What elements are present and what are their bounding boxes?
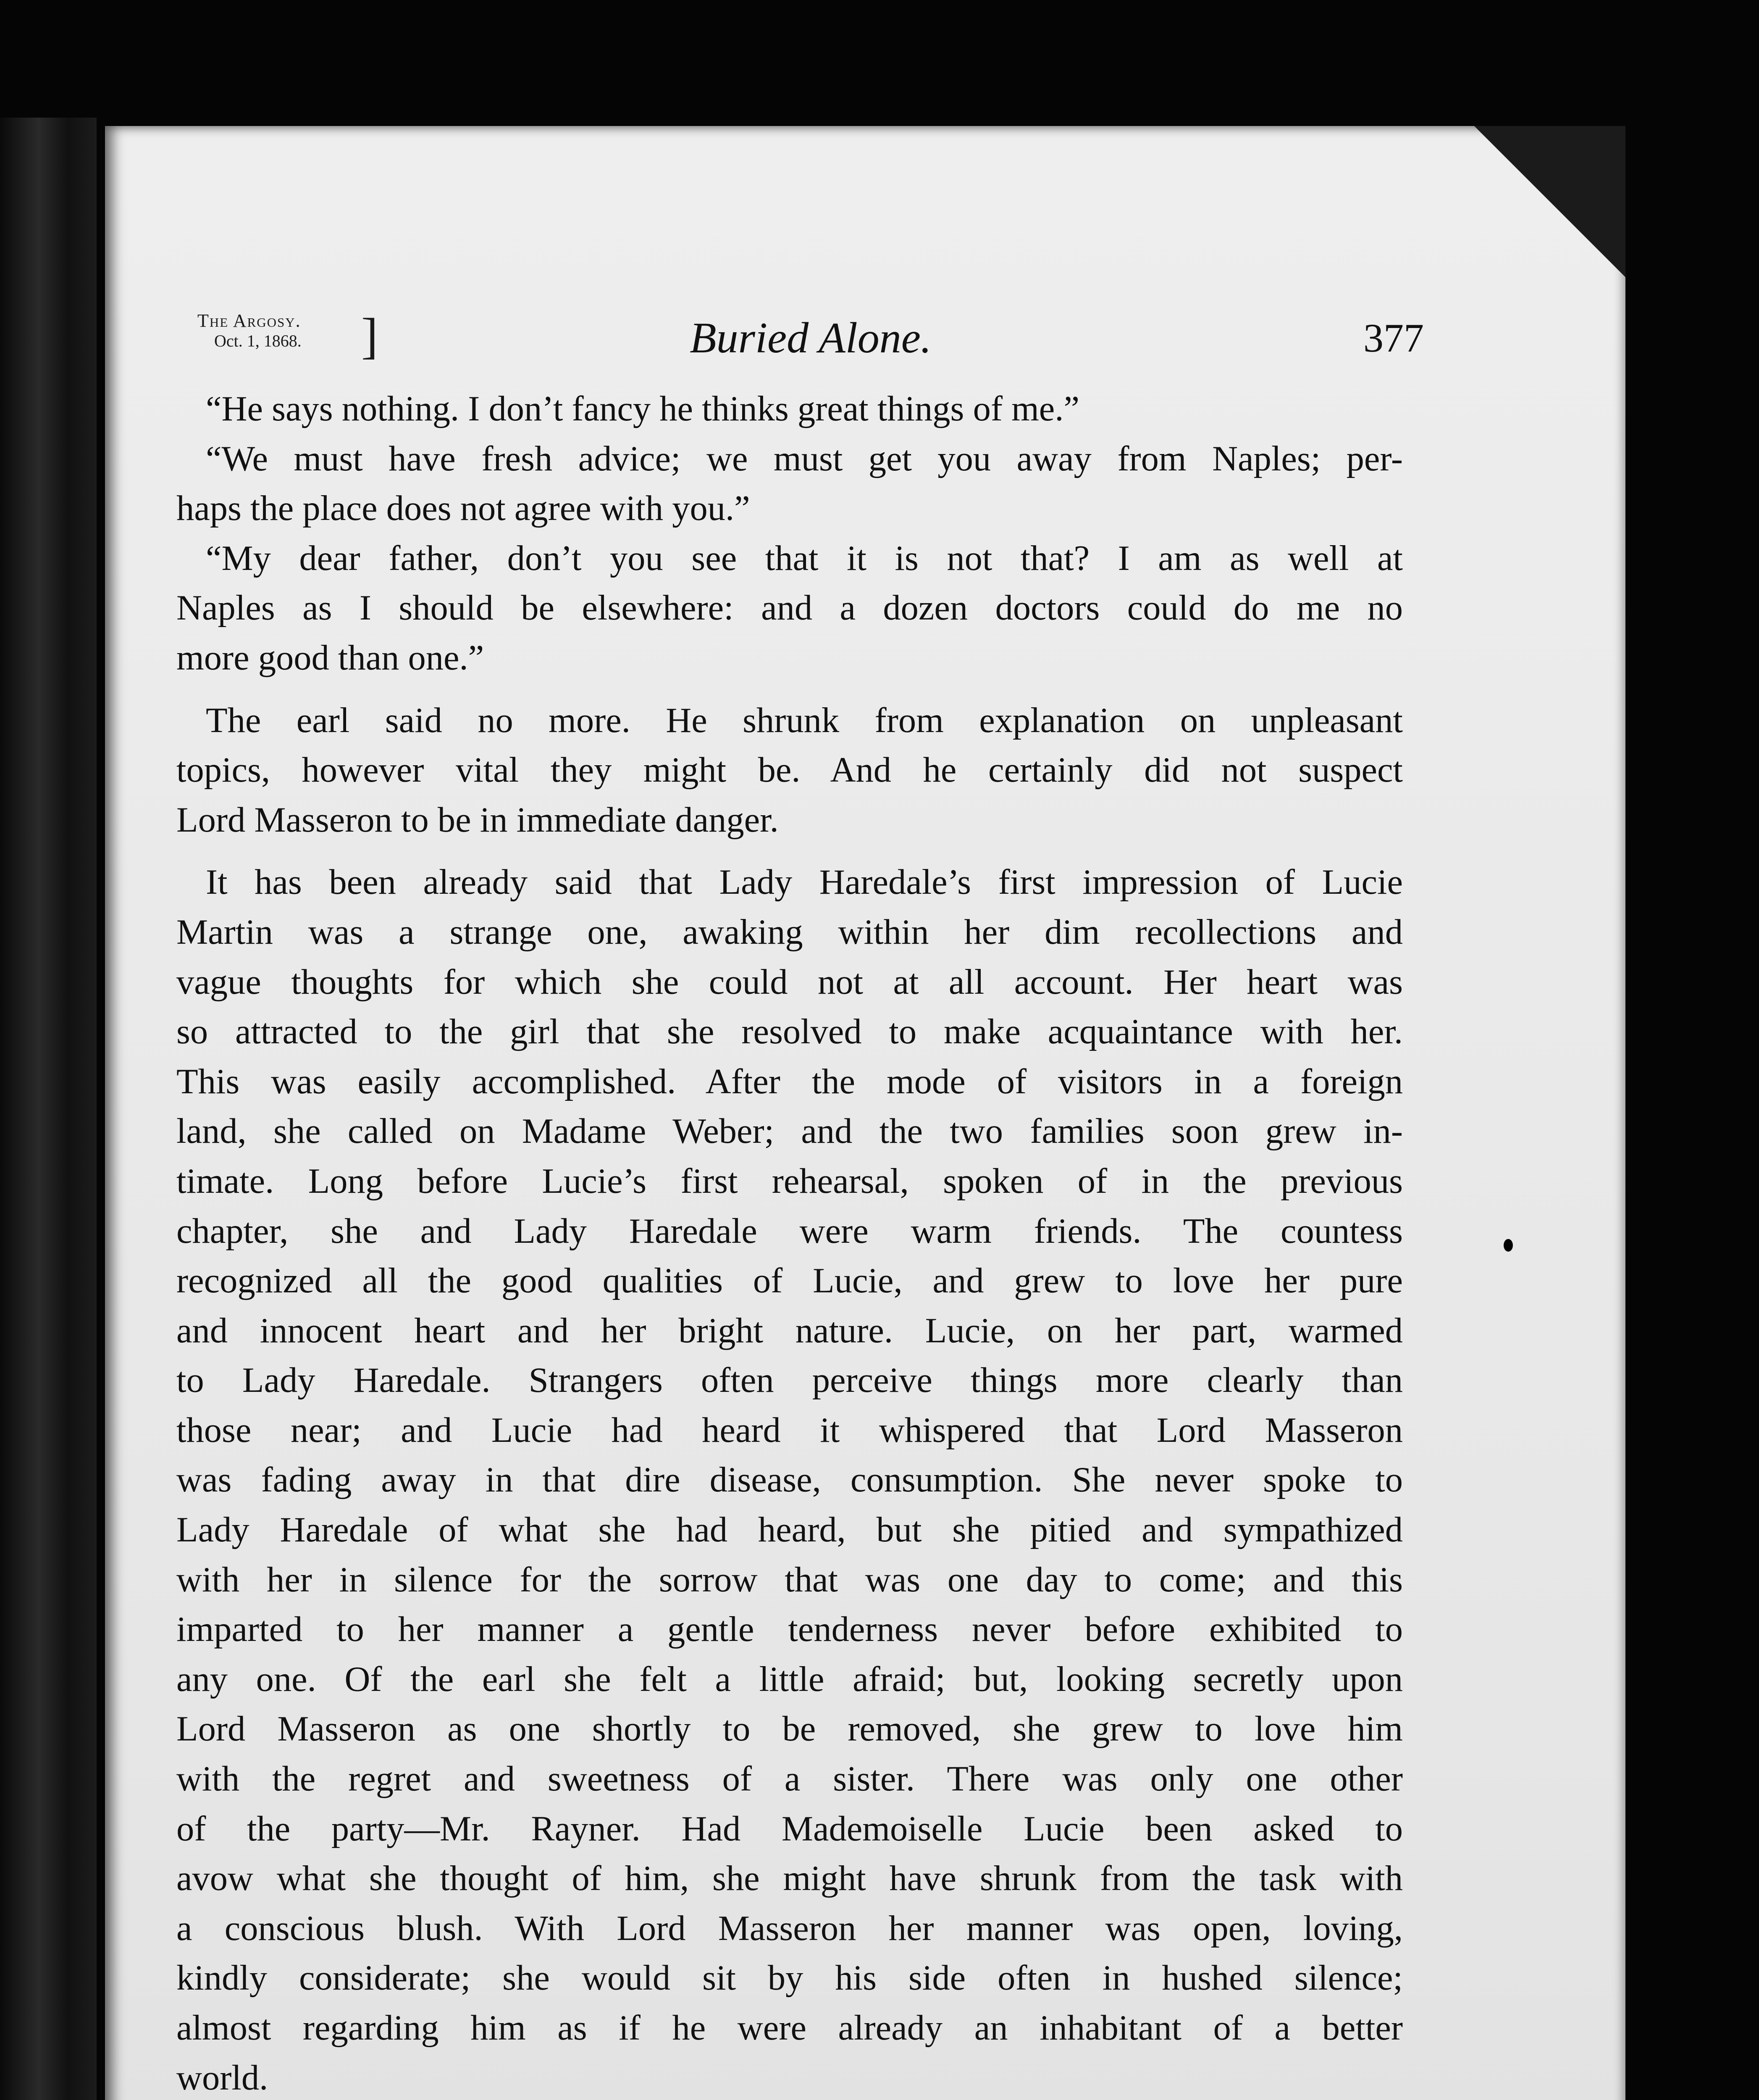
text-line: timate. Long before Lucie’s first rehearsal, spoken of in the previous [176, 1161, 1403, 1201]
issue-date: Oct. 1, 1868. [214, 331, 302, 350]
text-line: with the regret and sweetness of a sister. There was only one other [176, 1759, 1403, 1799]
text-line: vague thoughts for which she could not at all account. Her heart was [176, 962, 1403, 1002]
running-head [197, 308, 1424, 370]
text-line: a conscious blush. With Lord Masseron her manner was open, loving, [176, 1908, 1403, 1948]
paragraph-gap [176, 683, 1403, 696]
text-line: “He says nothing. I don’t fancy he thinks great things of me.” [206, 389, 1079, 428]
magazine-name: The Argosy. [197, 310, 301, 331]
text-line: Naples as I should be elsewhere: and a dozen doctors could do me no [176, 588, 1403, 628]
text-line: Lord Masseron to be in immediate danger. [176, 800, 779, 840]
text-line: topics, however vital they might be. And he certainly did not suspect [176, 751, 1403, 790]
speck-mark [1504, 1239, 1513, 1252]
text-line: Lady Haredale of what she had heard, but she pitied and sympathized [176, 1510, 1403, 1550]
text-line: imparted to her manner a gentle tenderness never before exhibited to [176, 1610, 1403, 1649]
text-line: those near; and Lucie had heard it whispered that Lord Masseron [176, 1410, 1403, 1450]
page-title: Buried Alone. [690, 314, 932, 362]
text-line: of the party—Mr. Rayner. Had Mademoiselle Lucie been asked to [176, 1809, 1403, 1848]
text-line: This was easily accomplished. After the mode of visitors in a foreign [176, 1062, 1403, 1101]
text-line: was fading away in that dire disease, consumption. She never spoke to [176, 1460, 1403, 1500]
citation-bracket: ] [361, 308, 378, 364]
text-line: “My dear father, don’t you see that it is not that? I am as well at [206, 538, 1403, 578]
text-line: The earl said no more. He shrunk from explanation on unpleasant [206, 701, 1403, 740]
text-line: any one. Of the earl she felt a little afraid; but, looking secretly upon [176, 1659, 1403, 1699]
text-line: haps the place does not agree with you.” [176, 489, 750, 528]
text-line: more good than one.” [176, 638, 484, 677]
text-line: Martin was a strange one, awaking within her dim recollections and [176, 912, 1403, 952]
paragraph-gap [176, 845, 1403, 858]
text-line: almost regarding him as if he were already an inhabitant of a better [176, 2008, 1403, 2048]
text-line: to Lady Haredale. Strangers often perceive things more clearly than [176, 1361, 1403, 1400]
body-text [176, 384, 1403, 2100]
page-number: 377 [1363, 315, 1424, 360]
text-line: and innocent heart and her bright nature. Lucie, on her part, warmed [176, 1311, 1403, 1350]
folded-corner [1474, 126, 1625, 277]
book-spine-edge [0, 118, 97, 2100]
text-line: recognized all the good qualities of Lucie, and grew to love her pure [176, 1261, 1403, 1301]
text-line: so attracted to the girl that she resolved to make acquaintance with her. [176, 1012, 1403, 1052]
text-line: world. [176, 2058, 268, 2097]
text-line: kindly considerate; she would sit by his side often in hushed silence; [176, 1958, 1403, 1998]
text-line: chapter, she and Lady Haredale were warm friends. The countess [176, 1211, 1403, 1251]
text-line: land, she called on Madame Weber; and the two families soon grew in- [176, 1112, 1403, 1151]
text-line: with her in silence for the sorrow that was one day to come; and this [176, 1560, 1403, 1599]
text-line: Lord Masseron as one shortly to be removed, she grew to love him [176, 1709, 1403, 1749]
text-line: It has been already said that Lady Haredale’s first impression of Lucie [206, 863, 1403, 902]
text-line: “We must have fresh advice; we must get you away from Naples; per- [206, 439, 1403, 478]
text-line: avow what she thought of him, she might have shrunk from the task with [176, 1859, 1403, 1898]
